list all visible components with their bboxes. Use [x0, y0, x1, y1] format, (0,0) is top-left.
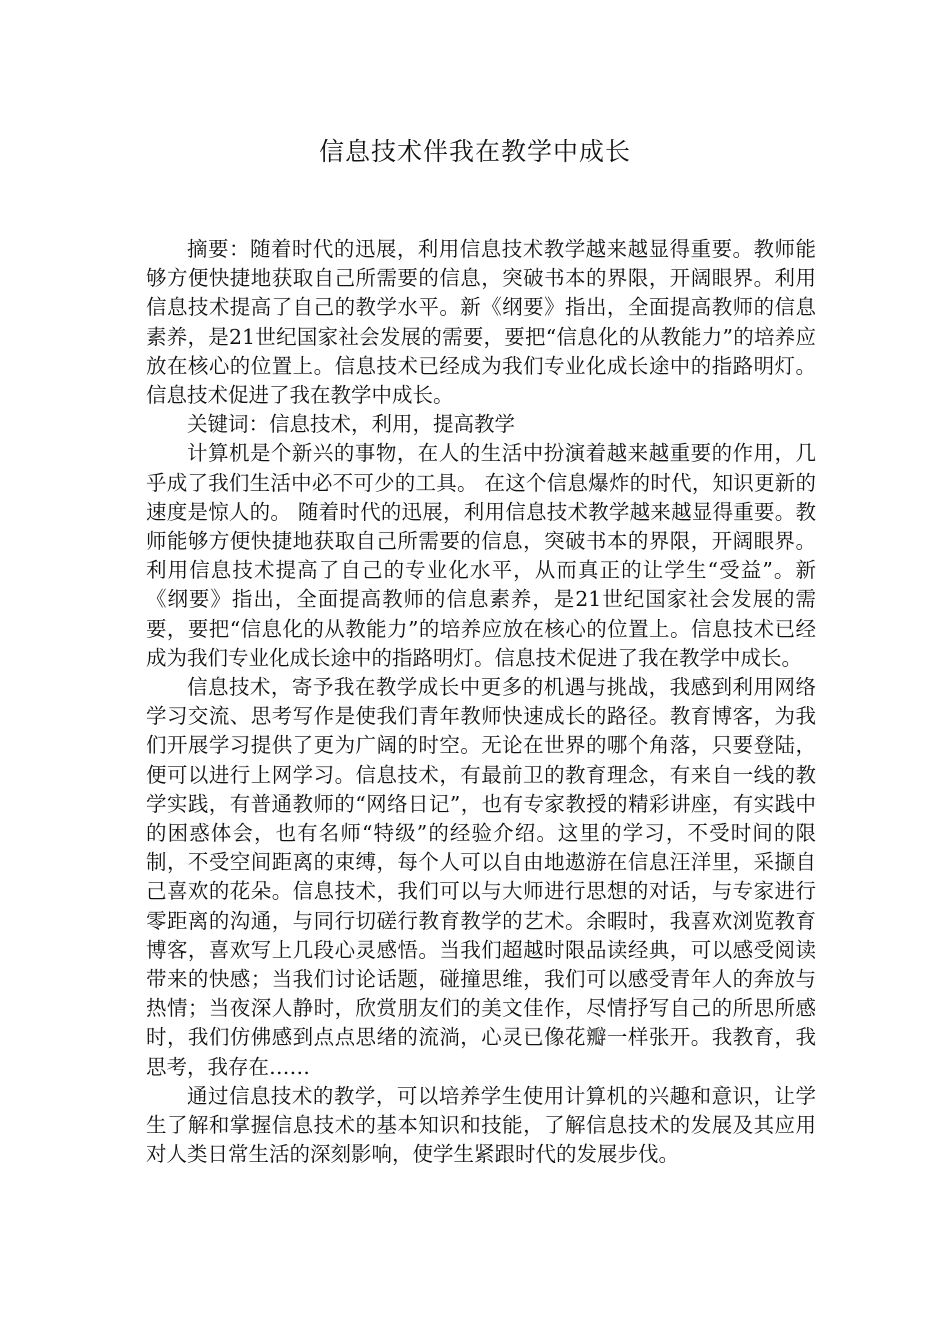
document-body — [146, 235, 816, 1170]
document-title: 信息技术伴我在教学中成长 — [318, 137, 631, 166]
body-paragraph-2: 信息技术，寄予我在教学成长中更多的机遇与挑战，我感到利用网络学习交流、思考写作是使我们青年教师快速成长的路径。教育博客，为我们开展学习提供了更为广阔的时空。无论在世界的哪个角落，只要登陆，便可以进行上网学习。信息技术，有最前卫的教育理念，有来自一线的教学实践，有普通教师的“网络日记”，也有专家教授的精彩讲座，有实践中的困惑体会，也有名师“特级”的经验介绍。这里的学习，不受时间的限制，不受空间距离的束缚，每个人可以自由地遨游在信息汪洋里，采撷自己喜欢的花朵。信息技术，我们可以与大师进行思想的对话，与专家进行零距离的沟通，与同行切磋行教育教学的艺术。余暇时，我喜欢浏览教育博客，喜欢写上几段心灵感悟。当我们超越时限品读经典，可以感受阅读带来的快感；当我们讨论话题，碰撞思维，我们可以感受青年人的奔放与热情；当夜深人静时，欣赏朋友们的美文佳作，尽情抒写自己的所思所感时，我们仿佛感到点点思绪的流淌，心灵已像花瓣一样张开。我教育，我思考，我存在…… — [146, 675, 816, 1079]
keywords-paragraph: 关键词：信息技术，利用，提高教学 — [187, 412, 515, 437]
abstract-paragraph: 摘要：随着时代的迅展，利用信息技术教学越来越显得重要。教师能够方便快捷地获取自己所需要的信息，突破书本的界限，开阔眼界。利用信息技术提高了自己的教学水平。新《纲要》指出，全面提高教师的信息素养，是21世纪国家社会发展的需要，要把“信息化的从教能力”的培养应放在核心的位置上。信息技术已经成为我们专业化成长途中的指路明灯。信息技术促进了我在教学中成长。 — [146, 237, 816, 408]
body-paragraph-1: 计算机是个新兴的事物，在人的生活中扮演着越来越重要的作用，几乎成了我们生活中必不可少的工具。 在这个信息爆炸的时代，知识更新的速度是惊人的。 随着时代的迅展，利用信息技术教学越来越显得重要。教师能够方便快捷地获取自己所需要的信息，突破书本的界限，开阔眼界。利用信息技术提高了自己的专业化水平，从而真正的让学生“受益”。新《纲要》指出，全面提高教师的信息素养，是21世纪国家社会发展的需要，要把“信息化的从教能力”的培养应放在核心的位置上。信息技术已经成为我们专业化成长途中的指路明灯。信息技术促进了我在教学中成长。 — [146, 441, 816, 670]
body-paragraph-3: 通过信息技术的教学，可以培养学生使用计算机的兴趣和意识，让学生了解和掌握信息技术的基本知识和技能，了解信息技术的发展及其应用对人类日常生活的深刻影响，使学生紧跟时代的发展步伐。 — [146, 1083, 816, 1167]
